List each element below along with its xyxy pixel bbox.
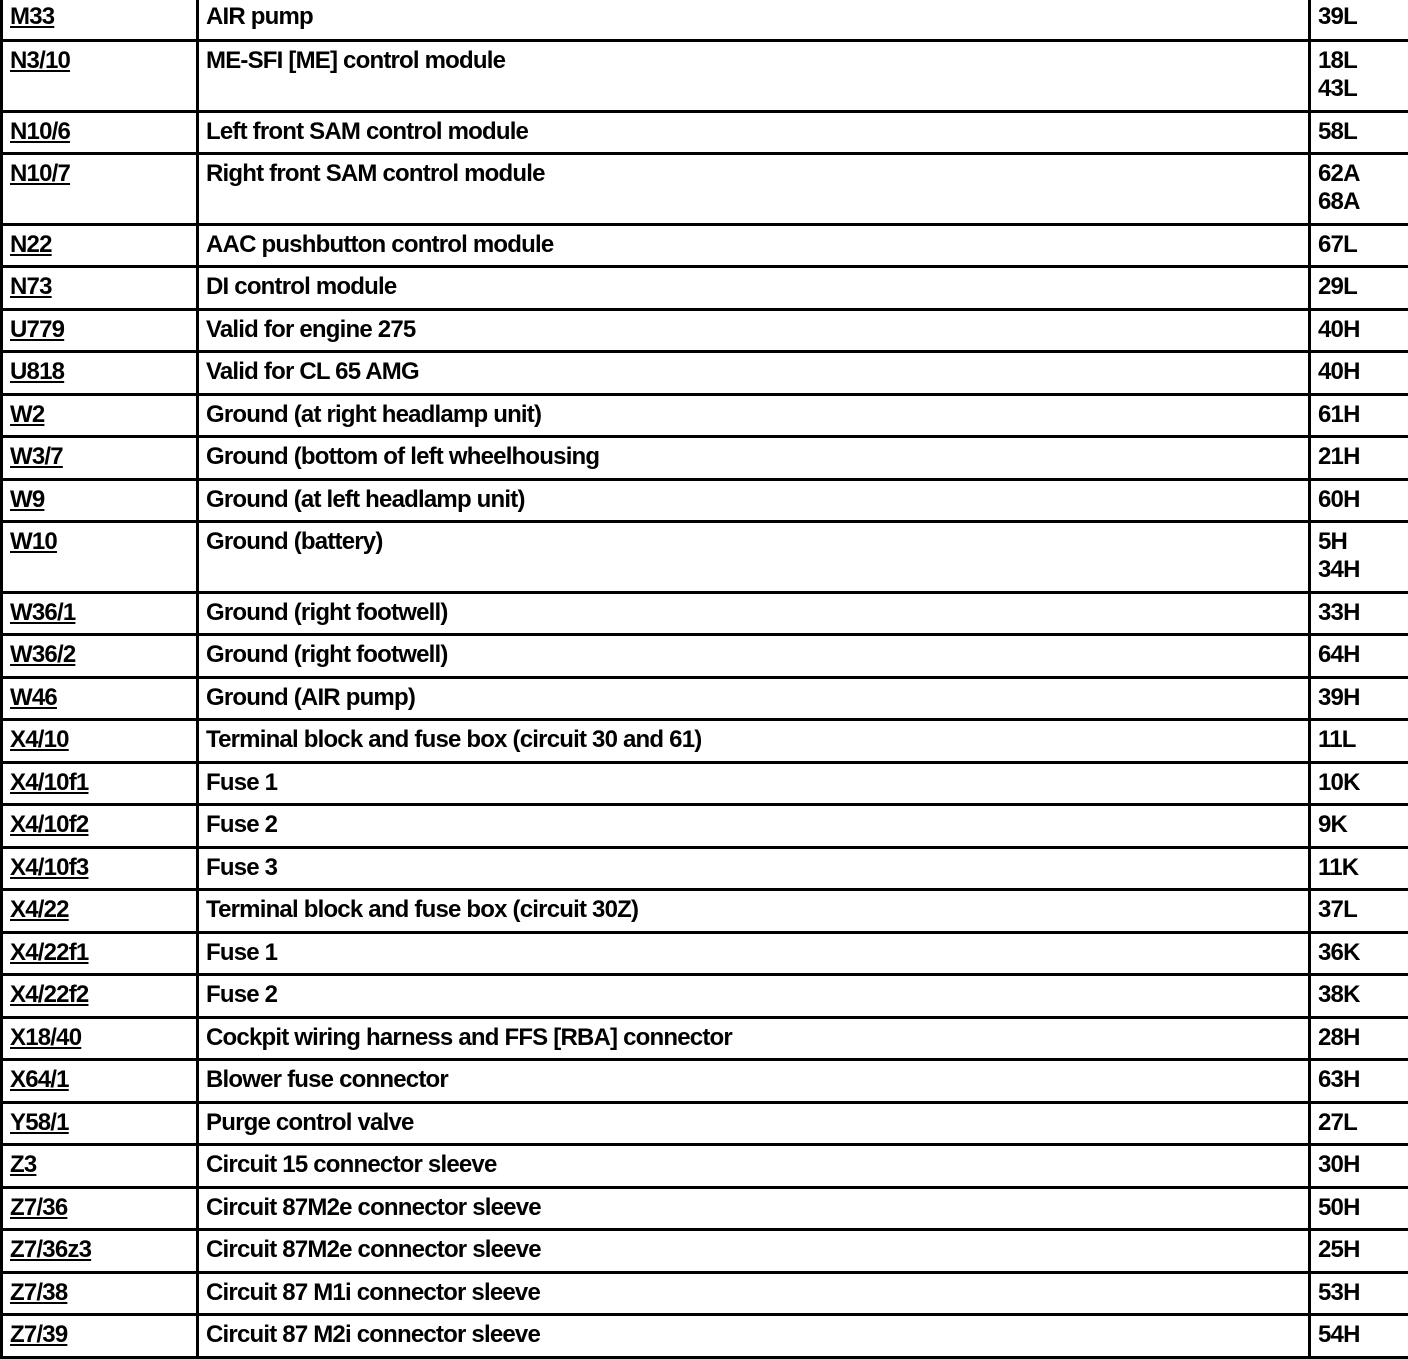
location-cell [1310,394,1408,437]
location-cell [1310,522,1408,593]
component-code-cell [2,1272,198,1315]
component-description: Circuit 87M2e connector sleeve [198,1187,1310,1230]
component-code-link[interactable]: X4/10f1 [10,769,88,796]
grid-location: 43L [1318,75,1408,103]
component-code-cell [2,1145,198,1188]
table-row [2,975,1408,1018]
location-cell [1310,437,1408,480]
component-code-link[interactable]: N10/7 [10,160,70,187]
component-code-link[interactable]: W3/7 [10,443,63,470]
grid-location: 40H [1318,316,1408,344]
component-description: Purge control valve [198,1102,1310,1145]
component-code-link[interactable]: W36/2 [10,641,75,668]
grid-location: 54H [1318,1321,1408,1349]
location-cell [1310,975,1408,1018]
component-description: Cockpit wiring harness and FFS [RBA] connector [198,1017,1310,1060]
table-row [2,154,1408,225]
location-cell [1310,720,1408,763]
component-code-cell [2,1060,198,1103]
component-description: Fuse 1 [198,932,1310,975]
location-cell [1310,352,1408,395]
component-code-link[interactable]: N73 [10,273,52,300]
location-cell [1310,805,1408,848]
component-description: Ground (bottom of left wheelhousing [198,437,1310,480]
location-cell [1310,1060,1408,1103]
component-code-cell [2,1102,198,1145]
grid-location: 36K [1318,939,1408,967]
component-table-body [2,0,1408,1357]
component-code-link[interactable]: X4/10f3 [10,854,88,881]
component-code-link[interactable]: X4/22f1 [10,939,88,966]
component-code-cell [2,437,198,480]
component-description: Circuit 87M2e connector sleeve [198,1230,1310,1273]
component-code-cell [2,394,198,437]
component-code-cell [2,1230,198,1273]
location-cell [1310,41,1408,112]
component-code-cell [2,522,198,593]
grid-location: 37L [1318,896,1408,924]
table-row [2,1102,1408,1145]
component-description: Ground (right footwell) [198,635,1310,678]
table-row [2,762,1408,805]
location-cell [1310,267,1408,310]
grid-location: 11L [1318,726,1408,754]
grid-location: 64H [1318,641,1408,669]
component-code-link[interactable]: X64/1 [10,1066,69,1093]
location-cell [1310,1272,1408,1315]
component-code-link[interactable]: W2 [10,401,44,428]
component-code-link[interactable]: N22 [10,231,52,258]
grid-location: 30H [1318,1151,1408,1179]
grid-location: 9K [1318,811,1408,839]
location-cell [1310,635,1408,678]
grid-location: 63H [1318,1066,1408,1094]
component-code-cell [2,1017,198,1060]
location-cell [1310,111,1408,154]
table-row [2,1187,1408,1230]
table-row [2,592,1408,635]
location-cell [1310,154,1408,225]
component-code-cell [2,890,198,933]
location-cell [1310,592,1408,635]
component-description: Valid for CL 65 AMG [198,352,1310,395]
component-code-link[interactable]: Z7/36 [10,1194,67,1221]
component-code-cell [2,635,198,678]
grid-location: 58L [1318,118,1408,146]
component-code-cell [2,479,198,522]
component-code-cell [2,154,198,225]
component-code-cell [2,762,198,805]
grid-location: 67L [1318,231,1408,259]
grid-location: 68A [1318,188,1408,216]
table-row [2,437,1408,480]
component-description: Right front SAM control module [198,154,1310,225]
component-code-cell [2,309,198,352]
grid-location: 33H [1318,599,1408,627]
component-description: Blower fuse connector [198,1060,1310,1103]
location-cell [1310,224,1408,267]
location-cell [1310,1315,1408,1358]
component-code-cell [2,592,198,635]
location-cell [1310,479,1408,522]
table-row [2,932,1408,975]
component-code-link[interactable]: Z7/36z3 [10,1236,91,1263]
location-cell [1310,1145,1408,1188]
component-code-link[interactable]: Y58/1 [10,1109,69,1136]
table-row [2,1230,1408,1273]
component-code-link[interactable]: X4/22f2 [10,981,88,1008]
table-row [2,309,1408,352]
grid-location: 5H [1318,528,1408,556]
grid-location: 28H [1318,1024,1408,1052]
grid-location: 18L [1318,47,1408,75]
grid-location: 39L [1318,3,1408,31]
table-row [2,0,1408,41]
location-cell [1310,890,1408,933]
component-code-link[interactable]: W9 [10,486,44,513]
component-description: Fuse 2 [198,975,1310,1018]
component-code-link[interactable]: X4/10 [10,726,69,753]
grid-location: 21H [1318,443,1408,471]
component-code-link[interactable]: Z3 [10,1151,36,1178]
location-cell [1310,309,1408,352]
location-cell [1310,1187,1408,1230]
grid-location: 61H [1318,401,1408,429]
component-code-cell [2,805,198,848]
component-description: Circuit 87 M2i connector sleeve [198,1315,1310,1358]
grid-location: 50H [1318,1194,1408,1222]
component-code-link[interactable]: X18/40 [10,1024,81,1051]
grid-location: 25H [1318,1236,1408,1264]
grid-location: 27L [1318,1109,1408,1137]
location-cell [1310,847,1408,890]
table-row [2,805,1408,848]
table-row [2,479,1408,522]
grid-location: 11K [1318,854,1408,882]
component-code-link[interactable]: N3/10 [10,47,70,74]
table-row [2,1017,1408,1060]
table-row [2,394,1408,437]
location-cell [1310,762,1408,805]
component-code-cell [2,111,198,154]
component-code-cell [2,847,198,890]
table-row [2,677,1408,720]
component-description: Ground (right footwell) [198,592,1310,635]
component-code-link[interactable]: U779 [10,316,64,343]
component-description: Left front SAM control module [198,111,1310,154]
component-description: Terminal block and fuse box (circuit 30Z) [198,890,1310,933]
component-code-cell [2,677,198,720]
grid-location: 62A [1318,160,1408,188]
component-description: ME-SFI [ME] control module [198,41,1310,112]
component-description: Ground (AIR pump) [198,677,1310,720]
table-row [2,41,1408,112]
component-description: Ground (at right headlamp unit) [198,394,1310,437]
table-row [2,522,1408,593]
component-code-link[interactable]: N10/6 [10,118,70,145]
grid-location: 53H [1318,1279,1408,1307]
component-description: Fuse 2 [198,805,1310,848]
component-code-cell [2,975,198,1018]
table-row [2,890,1408,933]
component-code-link[interactable]: X4/10f2 [10,811,88,838]
grid-location: 34H [1318,556,1408,584]
table-row [2,224,1408,267]
component-code-cell [2,352,198,395]
location-cell [1310,677,1408,720]
component-description: Terminal block and fuse box (circuit 30 and 61) [198,720,1310,763]
table-row [2,1272,1408,1315]
table-row [2,847,1408,890]
component-code-link[interactable]: W46 [10,684,57,711]
table-row [2,635,1408,678]
component-description: Valid for engine 275 [198,309,1310,352]
component-code-cell [2,0,198,41]
component-code-link[interactable]: W36/1 [10,599,75,626]
grid-location: 10K [1318,769,1408,797]
table-row [2,720,1408,763]
component-code-cell [2,267,198,310]
component-description: Ground (battery) [198,522,1310,593]
component-description: AIR pump [198,0,1310,41]
grid-location: 29L [1318,273,1408,301]
component-code-link[interactable]: X4/22 [10,896,69,923]
location-cell [1310,1017,1408,1060]
component-description: Circuit 15 connector sleeve [198,1145,1310,1188]
component-code-cell [2,1187,198,1230]
component-code-cell [2,41,198,112]
component-description: Circuit 87 M1i connector sleeve [198,1272,1310,1315]
table-row [2,352,1408,395]
location-cell [1310,1230,1408,1273]
grid-location: 38K [1318,981,1408,1009]
component-code-cell [2,1315,198,1358]
table-row [2,1145,1408,1188]
component-code-cell [2,932,198,975]
component-code-link[interactable]: Z7/39 [10,1321,67,1348]
component-description: AAC pushbutton control module [198,224,1310,267]
location-cell [1310,0,1408,41]
grid-location: 60H [1318,486,1408,514]
component-code-link[interactable]: U818 [10,358,64,385]
component-description: Ground (at left headlamp unit) [198,479,1310,522]
component-code-cell [2,720,198,763]
grid-location: 39H [1318,684,1408,712]
component-description: Fuse 1 [198,762,1310,805]
location-cell [1310,1102,1408,1145]
grid-location: 40H [1318,358,1408,386]
component-code-link[interactable]: W10 [10,528,57,555]
table-row [2,1315,1408,1358]
component-code-link[interactable]: Z7/38 [10,1279,67,1306]
table-row [2,111,1408,154]
table-row [2,267,1408,310]
component-description: DI control module [198,267,1310,310]
location-cell [1310,932,1408,975]
table-row [2,1060,1408,1103]
component-code-link[interactable]: M33 [10,3,54,30]
component-code-cell [2,224,198,267]
component-description: Fuse 3 [198,847,1310,890]
